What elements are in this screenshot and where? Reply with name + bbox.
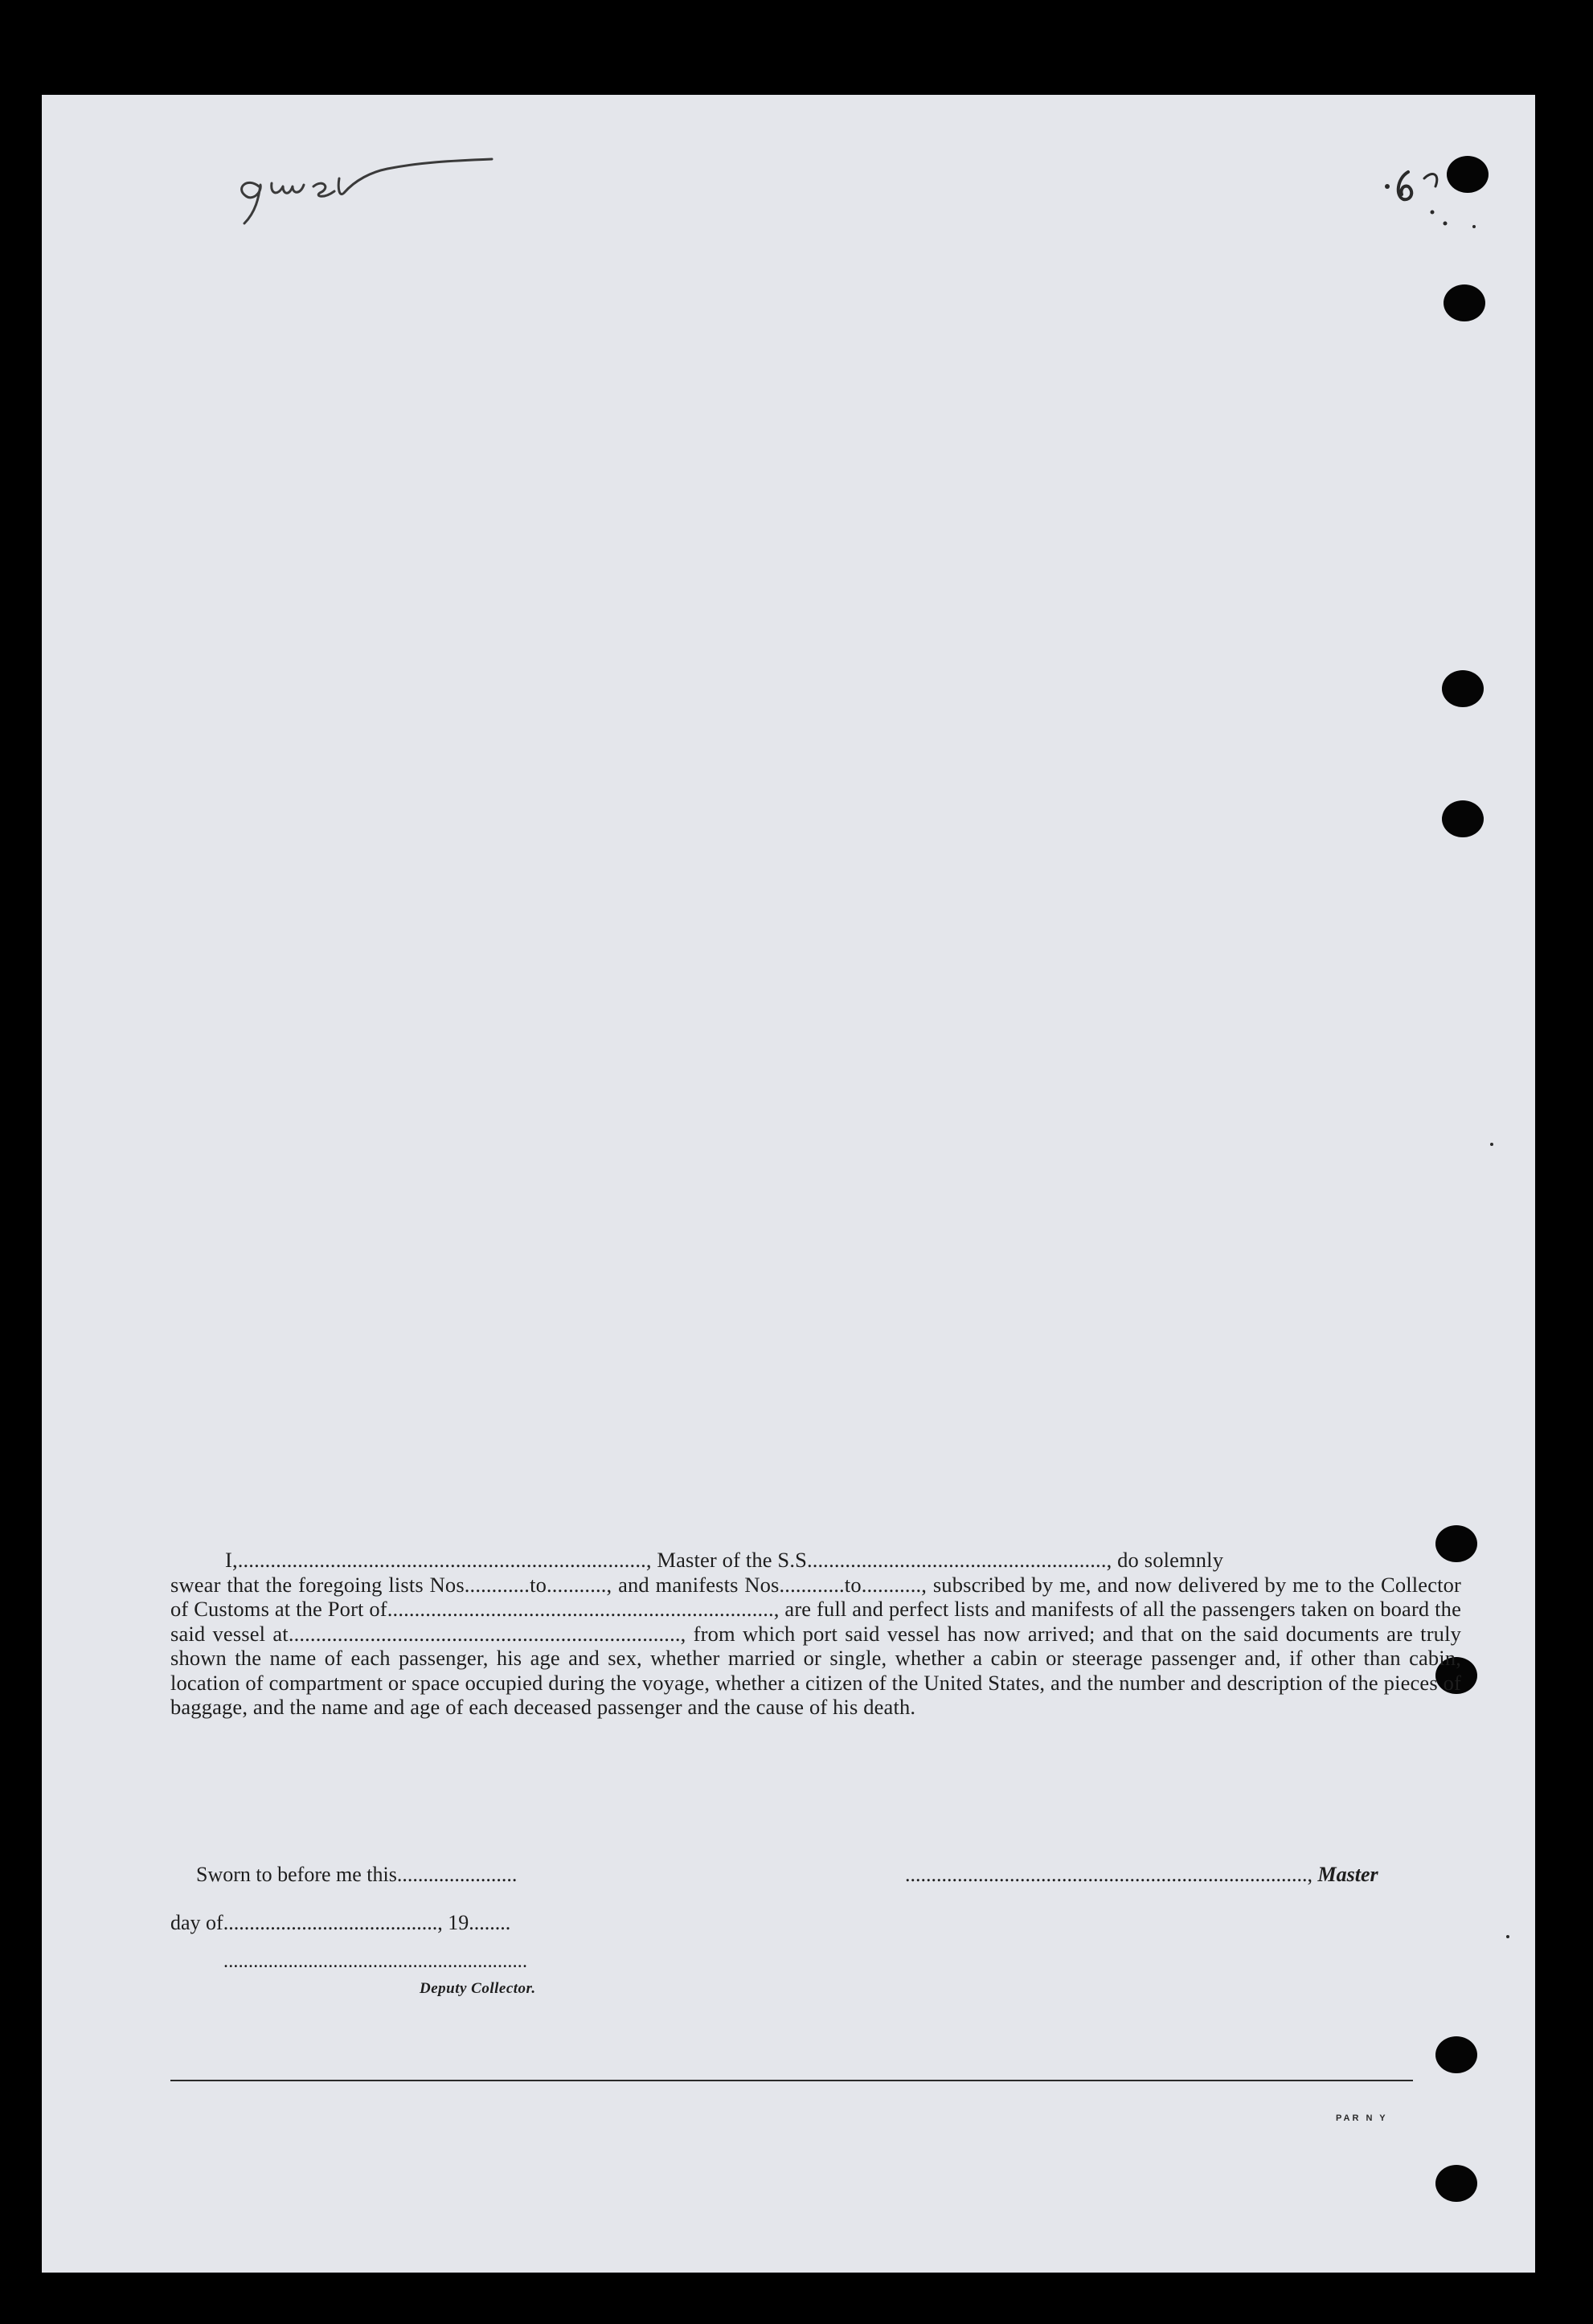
day-of-line: day of........................................., 19........ (170, 1911, 511, 1934)
punch-hole (1435, 2165, 1477, 2202)
punch-hole (1442, 670, 1484, 707)
oath-body-text: swear that the foregoing lists Nos............to..........., and manifests Nos............to..........., subscribed by me, and now delivered by me to the Collector of Customs at the Port of......................................................................., are full and perfect lists and manifests of all the passengers taken on board the said vessel at........................................................................, from which port said vessel has now arrived; and that on the said documents are truly shown the name of each passenger, his age and sex, whether married or single, whether a cabin or steerage passenger and, if other than cabin, location of compartment or space occupied during the voyage, whether a citizen of the United States, and the number and description of the pieces of baggage, and the name and age of each deceased passenger and the cause of his death. (170, 1572, 1461, 1719)
punch-hole (1435, 2036, 1477, 2073)
master-signature-line (905, 1863, 1378, 1887)
oath-first-line: I,..........................................................................., Master of the S.S......................................................., do solemnly (225, 1548, 1224, 1572)
ink-speck (1490, 1143, 1493, 1146)
master-signature-dots: ............................................................................., (905, 1863, 1312, 1886)
master-oath-paragraph (170, 1548, 1461, 1720)
deputy-collector-label: Deputy Collector. (420, 1980, 536, 1997)
ink-speck (1506, 1935, 1509, 1938)
punch-hole (1447, 156, 1489, 193)
deputy-signature-line: ............................................................. (223, 1951, 528, 1972)
master-label: Master (1317, 1863, 1378, 1886)
sworn-before-line: Sworn to before me this....................... (196, 1863, 518, 1886)
printer-mark: PAR N Y (1336, 2113, 1388, 2123)
punch-hole (1444, 284, 1485, 321)
handwritten-name-signature (203, 130, 524, 227)
horizontal-rule (170, 2080, 1413, 2081)
ink-speck (1472, 225, 1476, 228)
manifest-page (42, 95, 1535, 2273)
punch-hole (1442, 800, 1484, 837)
